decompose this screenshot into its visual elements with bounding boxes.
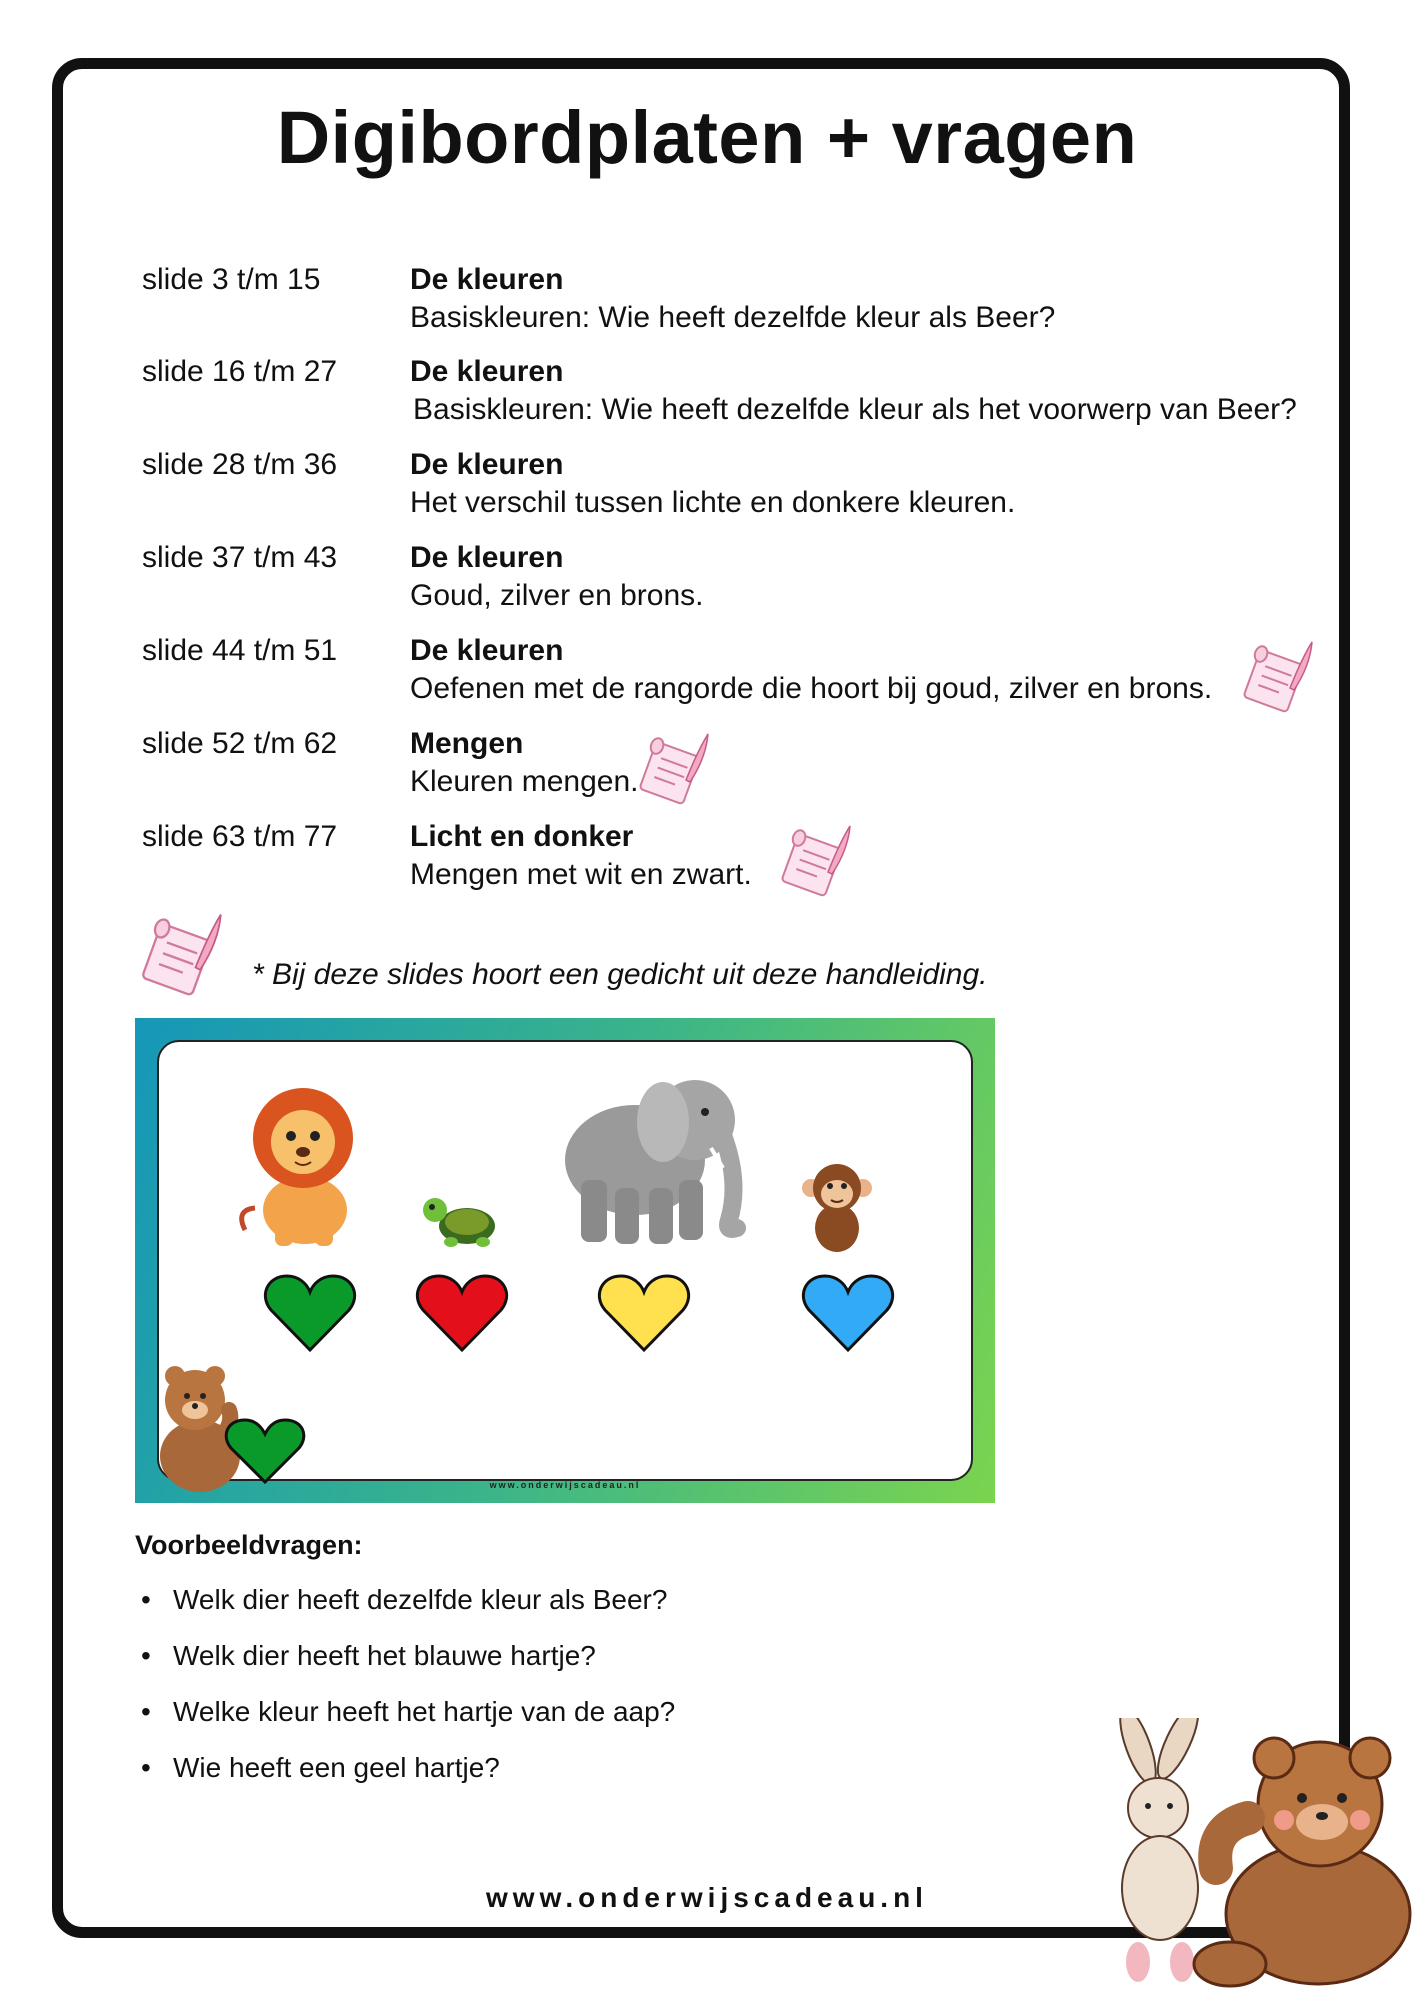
poem-scroll-icon [778,822,858,902]
topic-description: Mengen met wit en zwart. [410,858,752,891]
blue-heart-icon [801,1272,895,1354]
question-item [135,1684,675,1740]
topic-description: Oefenen met de rangorde die hoort bij goud, zilver en brons. [410,672,1213,705]
yellow-heart-icon [597,1272,691,1354]
topic-title: De kleuren [410,634,564,667]
topic-title: De kleuren [410,355,564,388]
topic-title: De kleuren [410,448,564,481]
question-text: Welke kleur heeft het hartje van de aap? [173,1696,676,1727]
slide-range: slide 28 t/m 36 [142,448,338,481]
topic-title: De kleuren [410,541,564,574]
poem-note: * Bij deze slides hoort een gedicht uit deze handleiding. [252,958,988,991]
slide-range: slide 16 t/m 27 [142,355,338,388]
bullet-icon: • [141,1752,151,1783]
elephant-illustration [545,1060,755,1250]
poem-scroll-icon [1240,638,1320,718]
green-heart-icon [263,1272,357,1354]
bullet-icon: • [141,1584,151,1615]
slide-url: www.onderwijscadeau.nl [489,1480,641,1490]
slide-range: slide 3 t/m 15 [142,263,321,296]
lion-illustration [235,1080,365,1250]
question-item [135,1740,675,1796]
questions-list [135,1572,675,1796]
question-text: Welk dier heeft het blauwe hartje? [173,1640,596,1671]
topic-description: Goud, zilver en brons. [410,579,704,612]
slide-range: slide 63 t/m 77 [142,820,338,853]
topic-title: De kleuren [410,263,564,296]
slide-range: slide 52 t/m 62 [142,727,338,760]
question-text: Wie heeft een geel hartje? [173,1752,500,1783]
question-text: Welk dier heeft dezelfde kleur als Beer? [173,1584,668,1615]
topic-description: Kleuren mengen. [410,765,639,798]
question-item [135,1572,675,1628]
slide-range: slide 37 t/m 43 [142,541,338,574]
bear-with-heart-illustration [155,1356,315,1496]
topic-description: Basiskleuren: Wie heeft dezelfde kleur als Beer? [410,301,1056,334]
topic-description: Basiskleuren: Wie heeft dezelfde kleur als het voorwerp van Beer? [413,393,1297,426]
topic-description: Het verschil tussen lichte en donkere kleuren. [410,486,1016,519]
bear-and-bunny-illustration [1098,1718,1414,2000]
topic-title: Mengen [410,727,524,760]
red-heart-icon [415,1272,509,1354]
slide-preview [135,1018,995,1503]
slide-range: slide 44 t/m 51 [142,634,338,667]
bullet-icon: • [141,1696,151,1727]
monkey-illustration [797,1158,877,1254]
turtle-illustration [421,1188,503,1250]
footer-url: www.onderwijscadeau.nl [486,1882,928,1913]
bullet-icon: • [141,1640,151,1671]
poem-scroll-icon [138,910,230,1002]
question-item [135,1628,675,1684]
topic-title: Licht en donker [410,820,634,853]
questions-heading: Voorbeeldvragen: [135,1530,363,1560]
page-title: Digibordplaten + vragen [276,96,1138,179]
poem-scroll-icon [636,730,716,810]
